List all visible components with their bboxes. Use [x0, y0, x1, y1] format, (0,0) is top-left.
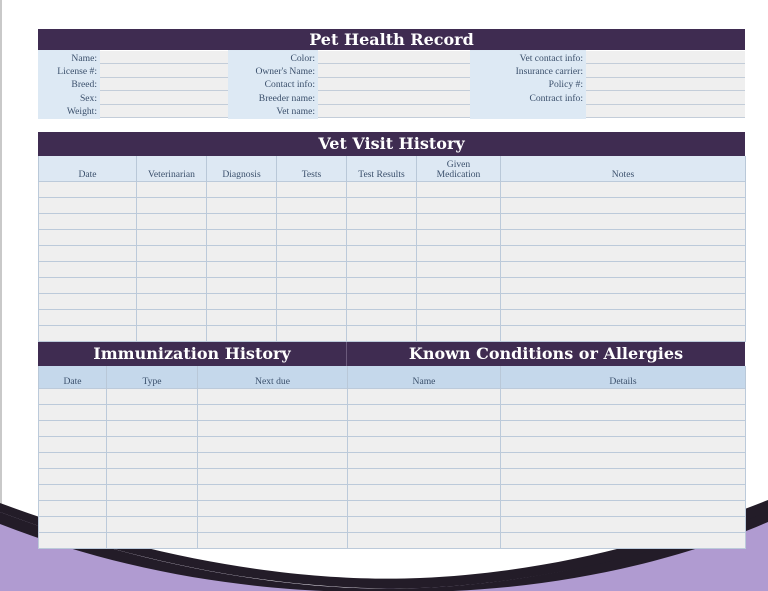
column-header-given-medication — [417, 156, 501, 181]
table-cell[interactable] — [107, 436, 198, 452]
left-labels — [38, 50, 100, 119]
table-cell[interactable] — [501, 229, 746, 245]
table-cell[interactable] — [198, 388, 348, 404]
column-header-test-results: Test Results — [347, 156, 417, 181]
condition-row — [348, 404, 746, 420]
table-cell[interactable] — [347, 245, 417, 261]
immunization-history-header — [38, 342, 347, 366]
column-header-date: Date — [39, 366, 107, 388]
pet-info-block — [38, 50, 745, 119]
table-cell[interactable] — [348, 500, 501, 516]
medication-line: Medication — [436, 168, 481, 180]
vet-visit-row — [39, 293, 746, 309]
table-cell[interactable] — [39, 293, 137, 309]
table-cell[interactable] — [207, 197, 277, 213]
table-cell[interactable] — [107, 484, 198, 500]
table-cell[interactable] — [137, 213, 207, 229]
breed-field[interactable] — [100, 78, 228, 91]
table-cell[interactable] — [39, 309, 137, 325]
field-label-name: Name: — [71, 53, 97, 64]
middle-inputs — [318, 50, 470, 119]
table-cell[interactable] — [198, 404, 348, 420]
table-cell[interactable] — [347, 325, 417, 341]
table-cell[interactable] — [107, 388, 198, 404]
table-cell[interactable] — [207, 229, 277, 245]
table-cell[interactable] — [347, 181, 417, 197]
insurance-carrier-field[interactable] — [586, 64, 745, 77]
middle-field-group — [228, 50, 470, 119]
immunization-row — [39, 436, 348, 452]
column-header-veterinarian: Veterinarian — [137, 156, 207, 181]
table-cell[interactable] — [137, 181, 207, 197]
table-cell[interactable] — [277, 293, 347, 309]
table-cell[interactable] — [137, 261, 207, 277]
table-cell[interactable] — [501, 516, 746, 532]
vet-visit-row — [39, 229, 746, 245]
table-cell[interactable] — [501, 325, 746, 341]
field-label-breed: Breed: — [71, 79, 97, 91]
field-label-blank — [470, 105, 586, 118]
table-cell[interactable] — [501, 309, 746, 325]
table-cell[interactable] — [348, 404, 501, 420]
table-cell[interactable] — [39, 420, 107, 436]
table-cell[interactable] — [348, 436, 501, 452]
table-cell[interactable] — [207, 245, 277, 261]
vet-visit-row — [39, 325, 746, 341]
table-cell[interactable] — [39, 181, 137, 197]
immunization-rows — [39, 388, 348, 548]
field-label-contact-info: Contact info: — [264, 79, 315, 91]
immunization-row — [39, 532, 348, 548]
field-label-breeder-name: Breeder name: — [258, 92, 315, 104]
table-cell[interactable] — [39, 388, 107, 404]
table-cell[interactable] — [207, 181, 277, 197]
table-cell[interactable] — [107, 468, 198, 484]
condition-row — [348, 484, 746, 500]
table-cell[interactable] — [348, 516, 501, 532]
conditions-rows — [348, 388, 746, 548]
table-cell[interactable] — [417, 213, 501, 229]
table-cell[interactable] — [137, 293, 207, 309]
table-cell[interactable] — [277, 197, 347, 213]
table-cell[interactable] — [39, 436, 107, 452]
table-cell[interactable] — [347, 309, 417, 325]
table-cell[interactable] — [277, 309, 347, 325]
table-cell[interactable] — [39, 500, 107, 516]
immunization-row — [39, 484, 348, 500]
table-cell[interactable] — [348, 388, 501, 404]
condition-row — [348, 532, 746, 548]
vet-visit-history-header — [38, 132, 745, 156]
table-cell[interactable] — [501, 484, 746, 500]
table-cell[interactable] — [501, 245, 746, 261]
known-conditions-header — [347, 342, 745, 366]
table-cell[interactable] — [348, 452, 501, 468]
column-header-type: Type — [107, 366, 198, 388]
table-cell[interactable] — [277, 245, 347, 261]
left-inputs — [100, 50, 228, 119]
left-field-group — [38, 50, 228, 119]
name-field[interactable] — [100, 51, 228, 64]
table-cell[interactable] — [417, 261, 501, 277]
vet-visit-row — [39, 245, 746, 261]
table-cell[interactable] — [39, 452, 107, 468]
vet-visit-row — [39, 277, 746, 293]
table-cell[interactable] — [107, 404, 198, 420]
table-cell[interactable] — [277, 277, 347, 293]
vet-visit-row — [39, 213, 746, 229]
column-header-next-due: Next due — [198, 366, 348, 388]
table-cell[interactable] — [107, 532, 198, 548]
table-cell[interactable] — [39, 277, 137, 293]
extra-field[interactable] — [586, 105, 745, 118]
table-cell[interactable] — [39, 532, 107, 548]
table-cell[interactable] — [417, 229, 501, 245]
table-cell[interactable] — [417, 325, 501, 341]
field-label-contract-info: Contract info: — [529, 92, 583, 104]
table-cell[interactable] — [501, 388, 746, 404]
table-cell[interactable] — [277, 229, 347, 245]
table-cell[interactable] — [39, 325, 137, 341]
table-cell[interactable] — [417, 245, 501, 261]
column-header-tests: Tests — [277, 156, 347, 181]
section-title: Known Conditions or Allergies — [408, 344, 684, 363]
immunization-row — [39, 452, 348, 468]
contract-info-field[interactable] — [586, 91, 745, 104]
table-cell[interactable] — [417, 309, 501, 325]
table-cell[interactable] — [501, 277, 746, 293]
table-cell[interactable] — [501, 197, 746, 213]
table-cell[interactable] — [417, 293, 501, 309]
table-cell[interactable] — [107, 516, 198, 532]
column-header-notes: Notes — [501, 156, 746, 181]
table-cell[interactable] — [39, 516, 107, 532]
table-cell[interactable] — [277, 213, 347, 229]
policy-field[interactable] — [586, 78, 745, 91]
table-cell[interactable] — [347, 293, 417, 309]
table-cell[interactable] — [501, 293, 746, 309]
vet-visit-header-row — [39, 156, 746, 181]
field-label-insurance-carrier: Insurance carrier: — [515, 66, 583, 78]
table-cell[interactable] — [277, 181, 347, 197]
table-cell[interactable] — [501, 532, 746, 548]
right-field-group — [470, 50, 745, 119]
table-cell[interactable] — [348, 468, 501, 484]
table-cell[interactable] — [198, 420, 348, 436]
condition-row — [348, 436, 746, 452]
color-field[interactable] — [318, 51, 470, 64]
table-cell[interactable] — [347, 261, 417, 277]
field-label-vet-name: Vet name: — [276, 105, 315, 117]
condition-row — [348, 388, 746, 404]
known-conditions-table — [347, 366, 746, 549]
weight-field[interactable] — [100, 105, 228, 118]
table-cell[interactable] — [277, 325, 347, 341]
column-header-diagnosis: Diagnosis — [207, 156, 277, 181]
contact-info-field[interactable] — [318, 78, 470, 91]
breeder-name-field[interactable] — [318, 91, 470, 104]
condition-row — [348, 468, 746, 484]
table-cell[interactable] — [107, 500, 198, 516]
table-cell[interactable] — [501, 261, 746, 277]
vet-visit-row — [39, 181, 746, 197]
table-cell[interactable] — [347, 229, 417, 245]
column-header-details: Details — [501, 366, 746, 388]
table-cell[interactable] — [207, 261, 277, 277]
table-cell[interactable] — [137, 309, 207, 325]
section-title: Immunization History — [93, 344, 291, 363]
table-cell[interactable] — [501, 213, 746, 229]
conditions-header-row — [348, 366, 746, 388]
table-cell[interactable] — [107, 452, 198, 468]
table-cell[interactable] — [39, 261, 137, 277]
owner-name-field[interactable] — [318, 64, 470, 77]
table-cell[interactable] — [39, 197, 137, 213]
table-cell[interactable] — [198, 436, 348, 452]
table-cell[interactable] — [137, 277, 207, 293]
table-cell[interactable] — [137, 245, 207, 261]
table-cell[interactable] — [277, 261, 347, 277]
table-cell[interactable] — [198, 484, 348, 500]
table-cell[interactable] — [501, 452, 746, 468]
table-cell[interactable] — [501, 420, 746, 436]
vet-visit-row — [39, 197, 746, 213]
vet-name-field[interactable] — [318, 105, 470, 118]
table-cell[interactable] — [417, 277, 501, 293]
table-cell[interactable] — [207, 213, 277, 229]
immunization-row — [39, 500, 348, 516]
field-label-policy: Policy #: — [548, 79, 583, 91]
table-cell[interactable] — [137, 325, 207, 341]
immunization-row — [39, 468, 348, 484]
page-title: Pet Health Record — [309, 30, 474, 49]
table-cell[interactable] — [347, 197, 417, 213]
table-cell[interactable] — [198, 516, 348, 532]
table-cell[interactable] — [137, 229, 207, 245]
immunization-row — [39, 420, 348, 436]
table-cell[interactable] — [207, 309, 277, 325]
table-cell[interactable] — [501, 404, 746, 420]
vet-visit-row — [39, 309, 746, 325]
table-cell[interactable] — [198, 468, 348, 484]
table-cell[interactable] — [198, 452, 348, 468]
table-cell[interactable] — [207, 293, 277, 309]
vet-visit-rows — [39, 181, 746, 341]
table-cell[interactable] — [207, 325, 277, 341]
table-cell[interactable] — [348, 532, 501, 548]
immunization-row — [39, 404, 348, 420]
immunization-row — [39, 388, 348, 404]
vet-visit-row — [39, 261, 746, 277]
field-label-color: Color: — [290, 53, 315, 64]
condition-row — [348, 500, 746, 516]
table-cell[interactable] — [347, 277, 417, 293]
license-field[interactable] — [100, 64, 228, 77]
pet-health-record-header — [38, 29, 745, 50]
middle-labels — [228, 50, 318, 119]
section-title: Vet Visit History — [318, 134, 465, 153]
table-cell[interactable] — [198, 500, 348, 516]
immunization-row — [39, 516, 348, 532]
right-inputs — [586, 50, 745, 119]
table-cell[interactable] — [417, 197, 501, 213]
condition-row — [348, 420, 746, 436]
condition-row — [348, 452, 746, 468]
given-line: Given — [446, 158, 471, 170]
table-cell[interactable] — [347, 213, 417, 229]
field-label-weight: Weight: — [66, 105, 97, 117]
table-cell[interactable] — [39, 404, 107, 420]
immunization-table — [38, 366, 348, 549]
table-cell[interactable] — [137, 197, 207, 213]
table-cell[interactable] — [501, 500, 746, 516]
table-cell[interactable] — [39, 213, 137, 229]
column-header-name: Name — [348, 366, 501, 388]
table-cell[interactable] — [39, 484, 107, 500]
right-labels — [470, 50, 586, 119]
vet-visit-table — [38, 156, 746, 342]
field-label-license: License #: — [57, 66, 97, 78]
table-cell[interactable] — [501, 181, 746, 197]
field-label-owner-name: Owner's Name: — [255, 66, 315, 78]
sex-field[interactable] — [100, 91, 228, 104]
table-cell[interactable] — [107, 420, 198, 436]
column-header-date: Date — [39, 156, 137, 181]
table-cell[interactable] — [39, 229, 137, 245]
field-label-vet-contact-info: Vet contact info: — [519, 53, 583, 64]
table-cell[interactable] — [501, 436, 746, 452]
table-cell[interactable] — [417, 181, 501, 197]
immunization-header-row — [39, 366, 348, 388]
table-cell[interactable] — [39, 468, 107, 484]
field-label-sex: Sex: — [79, 92, 97, 104]
table-cell[interactable] — [348, 420, 501, 436]
table-cell[interactable] — [207, 277, 277, 293]
table-cell[interactable] — [348, 484, 501, 500]
table-cell[interactable] — [39, 245, 137, 261]
table-cell[interactable] — [198, 532, 348, 548]
vet-contact-info-field[interactable] — [586, 51, 745, 64]
condition-row — [348, 516, 746, 532]
table-cell[interactable] — [501, 468, 746, 484]
